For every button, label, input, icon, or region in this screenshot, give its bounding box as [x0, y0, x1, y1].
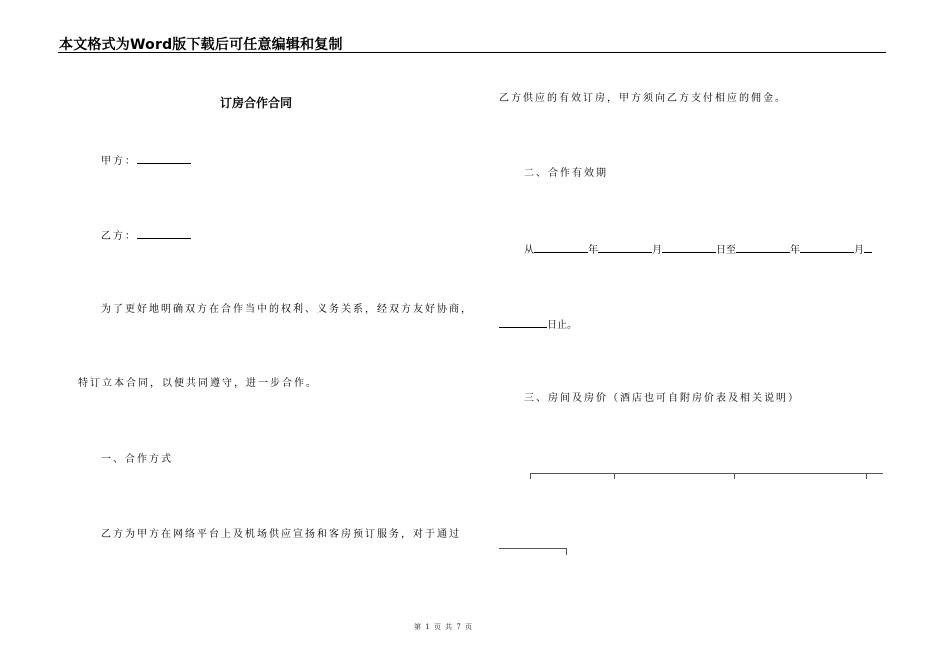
blank-month2: [800, 242, 854, 253]
party-b-label: 乙方：: [101, 231, 137, 242]
period-line: [524, 242, 872, 258]
table-column-divider: [530, 473, 531, 479]
period-year1: 年: [588, 245, 598, 256]
period-end: 日止。: [547, 320, 577, 331]
section1-text: 乙方为甲方在网络平台上及机场供应宣扬和客房预订服务，对于通过: [101, 529, 461, 540]
intro-line-2: 特订立本合同，以便共同遵守，进一步合作。: [78, 378, 318, 389]
section1-continuation: 乙方供应的有效订房，甲方须向乙方支付相应的佣金。: [499, 93, 787, 104]
blank-day1: [662, 242, 716, 253]
party-a-blank: [137, 153, 191, 164]
table-column-divider: [614, 473, 615, 479]
period-end-line: [499, 317, 577, 333]
section2-heading: 二、合作有效期: [524, 168, 608, 179]
page-footer: 第 1 页 共 7 页: [414, 623, 474, 631]
blank-year2: [736, 242, 790, 253]
period-month2: 月: [854, 245, 864, 256]
table-column-divider: [734, 473, 735, 479]
party-a-label: 甲方：: [101, 156, 137, 167]
blank-tail: [864, 242, 872, 253]
blank-month1: [598, 242, 652, 253]
table-top-rule: [530, 473, 883, 474]
table-bottom-rule: [499, 548, 566, 549]
period-day-to: 日至: [716, 245, 736, 256]
party-b-line: [101, 228, 191, 244]
blank-year1: [534, 242, 588, 253]
section3-heading: 三、房间及房价（酒店也可自附房价表及相关说明）: [524, 393, 800, 404]
blank-day2: [499, 317, 547, 328]
header-rule: [58, 52, 886, 53]
party-a-line: [101, 153, 191, 169]
period-month1: 月: [652, 245, 662, 256]
table-bottom-divider: [566, 548, 567, 555]
table-column-divider: [866, 473, 867, 479]
intro-line-1: 为了更好地明确双方在合作当中的权利、义务关系，经双方友好协商，: [101, 304, 473, 315]
party-b-blank: [137, 228, 191, 239]
document-title: 订房合作合同: [220, 96, 293, 110]
header-title: 本文格式为Word版下载后可任意编辑和复制: [59, 37, 343, 53]
period-from: 从: [524, 245, 534, 256]
period-year2: 年: [790, 245, 800, 256]
section1-heading: 一、合作方式: [101, 454, 173, 465]
